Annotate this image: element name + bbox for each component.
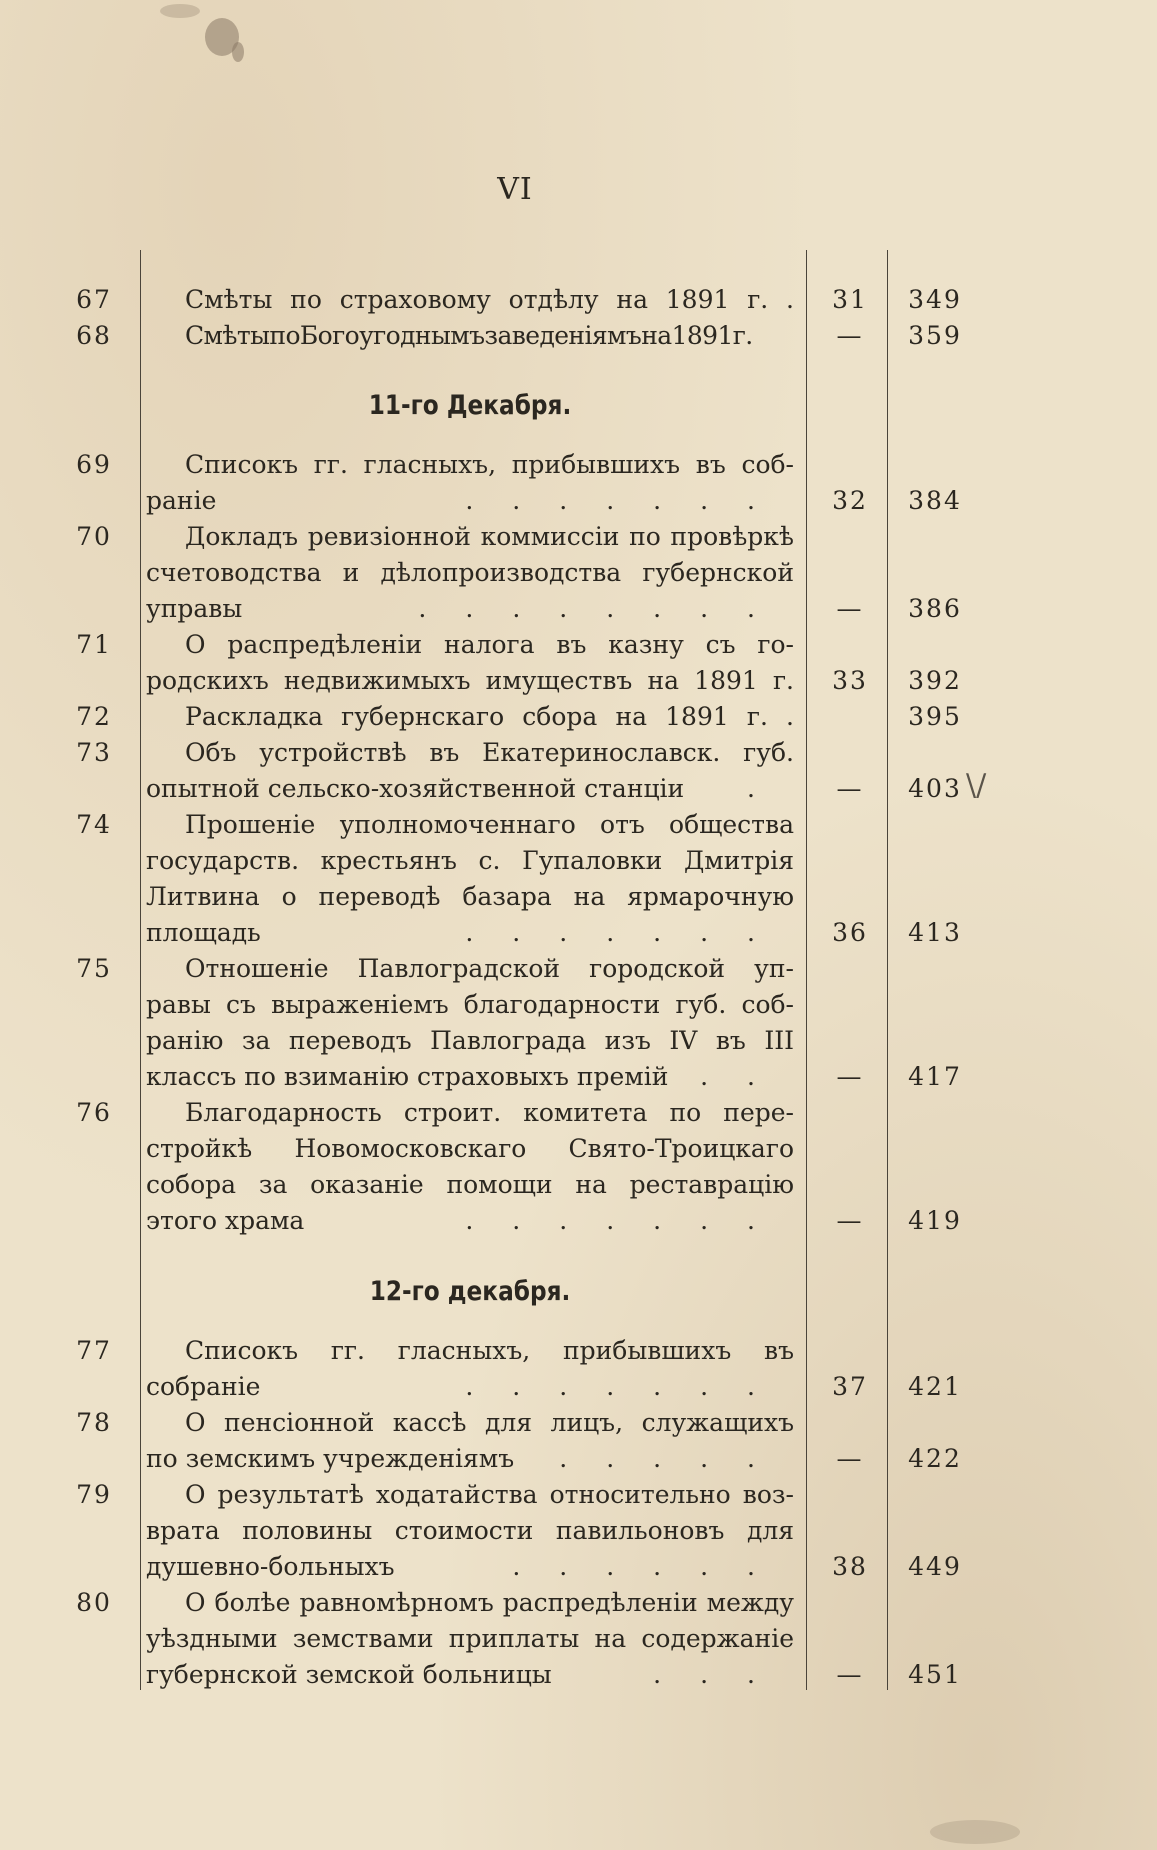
entry-page: 419 bbox=[908, 1206, 962, 1235]
entry-text-last-line bbox=[146, 1657, 794, 1693]
entry-text: Отношеніе Павлоградской городской уп- bbox=[185, 954, 794, 983]
dot-leader: ........ bbox=[418, 594, 794, 623]
dot-leader: ...... bbox=[512, 1552, 794, 1581]
entry-text-last-line bbox=[146, 1203, 794, 1239]
entry-page: 384 bbox=[908, 486, 962, 515]
entry-page: 349 bbox=[908, 285, 962, 314]
column-rule-left bbox=[140, 250, 141, 1690]
entry-page: 403 bbox=[908, 774, 962, 803]
entry-column-a: — bbox=[836, 1062, 864, 1091]
entry-column-a: — bbox=[836, 594, 864, 623]
ink-stain bbox=[232, 42, 244, 62]
entry-number: 67 bbox=[76, 285, 112, 314]
entry-column-a: — bbox=[836, 1444, 864, 1473]
entry-text: собраніе bbox=[146, 1372, 261, 1401]
column-rule-middle bbox=[806, 250, 807, 1690]
entry-text: родскихъ недвижимыхъ имуществъ на 1891 г. bbox=[146, 666, 794, 695]
dot-leader: ....... bbox=[465, 486, 794, 515]
entry-text: этого храма bbox=[146, 1206, 305, 1235]
entry-number: 80 bbox=[76, 1588, 112, 1617]
entry-column-a: 38 bbox=[832, 1552, 868, 1581]
entry-page: 392 bbox=[908, 666, 962, 695]
entry-text: площадь bbox=[146, 918, 261, 947]
entry-text-last-line bbox=[146, 915, 794, 951]
column-rule-right bbox=[887, 250, 888, 1690]
entry-column-a: — bbox=[836, 1660, 864, 1689]
ink-stain bbox=[160, 4, 200, 18]
entry-number: 70 bbox=[76, 522, 112, 551]
dot-leader: ....... bbox=[465, 1372, 794, 1401]
dot-leader: ... bbox=[653, 1660, 794, 1689]
entry-text-last-line bbox=[146, 1441, 794, 1477]
entry-text: Докладъ ревизіонной коммиссіи по провѣркѣ bbox=[185, 522, 794, 551]
entry-column-a: — bbox=[836, 321, 864, 350]
entry-text: управы bbox=[146, 594, 243, 623]
entry-number: 75 bbox=[76, 954, 112, 983]
entry-text: СмѣтыпоБогоугоднымъзаведеніямъна1891г. bbox=[185, 321, 753, 350]
entry-page: 395 bbox=[908, 702, 962, 731]
entry-number: 71 bbox=[76, 630, 112, 659]
entry-number: 79 bbox=[76, 1480, 112, 1509]
entry-text: О болѣе равномѣрномъ распредѣленіи между bbox=[185, 1588, 794, 1617]
handwritten-check-mark: \/ bbox=[966, 768, 987, 803]
entry-text: собора за оказаніе помощи на реставрацію bbox=[146, 1170, 794, 1199]
ink-stain bbox=[930, 1820, 1020, 1844]
entry-page: 413 bbox=[908, 918, 962, 947]
entry-text-last-line bbox=[146, 1059, 794, 1095]
entry-number: 73 bbox=[76, 738, 112, 767]
entry-text: равы съ выраженіемъ благодарности губ. соб- bbox=[146, 990, 794, 1019]
entry-number: 78 bbox=[76, 1408, 112, 1437]
entry-text: ранію за переводъ Павлограда изъ IV въ III bbox=[146, 1026, 794, 1055]
entry-page: 451 bbox=[908, 1660, 962, 1689]
entry-number: 68 bbox=[76, 321, 112, 350]
entry-text-last-line bbox=[146, 771, 794, 807]
entry-text: Благодарность строит. комитета по пере- bbox=[185, 1098, 794, 1127]
entry-text: уѣздными земствами приплаты на содержаніе bbox=[146, 1624, 794, 1653]
entry-text: Списокъ гг. гласныхъ, прибывшихъ въ соб- bbox=[185, 450, 794, 479]
entry-number: 69 bbox=[76, 450, 112, 479]
entry-number: 74 bbox=[76, 810, 112, 839]
entry-text: Объ устройствѣ въ Екатеринославск. губ. bbox=[185, 738, 794, 767]
dot-leader: .. bbox=[700, 1062, 794, 1091]
entry-column-a: 33 bbox=[832, 666, 868, 695]
dot-leader: ....... bbox=[465, 1206, 794, 1235]
entry-page: 386 bbox=[908, 594, 962, 623]
entry-text: счетоводства и дѣлопроизводства губернской bbox=[146, 558, 794, 587]
entry-text: опытной сельско-хозяйственной станціи bbox=[146, 774, 685, 803]
entry-page: 449 bbox=[908, 1552, 962, 1581]
entry-text: губернской земской больницы bbox=[146, 1660, 552, 1689]
entry-text: Раскладка губернскаго сбора на 1891 г. . bbox=[185, 702, 794, 731]
entry-column-a: 37 bbox=[832, 1372, 868, 1401]
dot-leader: ..... bbox=[559, 1444, 794, 1473]
entry-text-last-line bbox=[146, 1369, 794, 1405]
entry-page: 417 bbox=[908, 1062, 962, 1091]
entry-page: 422 bbox=[908, 1444, 962, 1473]
entry-text: О распредѣленіи налога въ казну съ го- bbox=[185, 630, 794, 659]
entry-text-last-line bbox=[146, 483, 794, 519]
entry-text: О пенсіонной кассѣ для лицъ, служащихъ bbox=[185, 1408, 794, 1437]
entry-number: 72 bbox=[76, 702, 112, 731]
entry-number: 76 bbox=[76, 1098, 112, 1127]
entry-text: классъ по взиманію страховыхъ премій bbox=[146, 1062, 669, 1091]
entry-text: Литвина о переводѣ базара на ярмарочную bbox=[146, 882, 794, 911]
entry-text: Смѣты по страховому отдѣлу на 1891 г. . bbox=[185, 285, 794, 314]
entry-text: О результатѣ ходатайства относительно воз- bbox=[185, 1480, 794, 1509]
entry-text: Прошеніе уполномоченнаго отъ общества bbox=[185, 810, 794, 839]
page-folio: VI bbox=[497, 172, 533, 207]
entry-text: государств. крестьянъ с. Гупаловки Дмитрія bbox=[146, 846, 794, 875]
section-heading: 11-го Декабря. bbox=[368, 390, 572, 421]
entry-number: 77 bbox=[76, 1336, 112, 1365]
entry-column-a: — bbox=[836, 1206, 864, 1235]
entry-page: 359 bbox=[908, 321, 962, 350]
entry-text-last-line bbox=[146, 591, 794, 627]
entry-text: стройкѣ Новомосковскаго Свято-Троицкаго bbox=[146, 1134, 794, 1163]
entry-text: Списокъ гг. гласныхъ, прибывшихъ въ bbox=[185, 1336, 794, 1365]
dot-leader: ....... bbox=[465, 918, 794, 947]
entry-column-a: 31 bbox=[832, 285, 868, 314]
section-heading: 12-го декабря. bbox=[369, 1276, 571, 1307]
entry-column-a: 36 bbox=[832, 918, 868, 947]
entry-text: раніе bbox=[146, 486, 217, 515]
entry-column-a: — bbox=[836, 774, 864, 803]
entry-text: душевно-больныхъ bbox=[146, 1552, 395, 1581]
entry-text: по земскимъ учрежденіямъ bbox=[146, 1444, 515, 1473]
entry-text: врата половины стоимости павильоновъ для bbox=[146, 1516, 794, 1545]
entry-column-a: 32 bbox=[832, 486, 868, 515]
dot-leader: . bbox=[747, 774, 794, 803]
entry-text-last-line bbox=[146, 1549, 794, 1585]
entry-page: 421 bbox=[908, 1372, 962, 1401]
